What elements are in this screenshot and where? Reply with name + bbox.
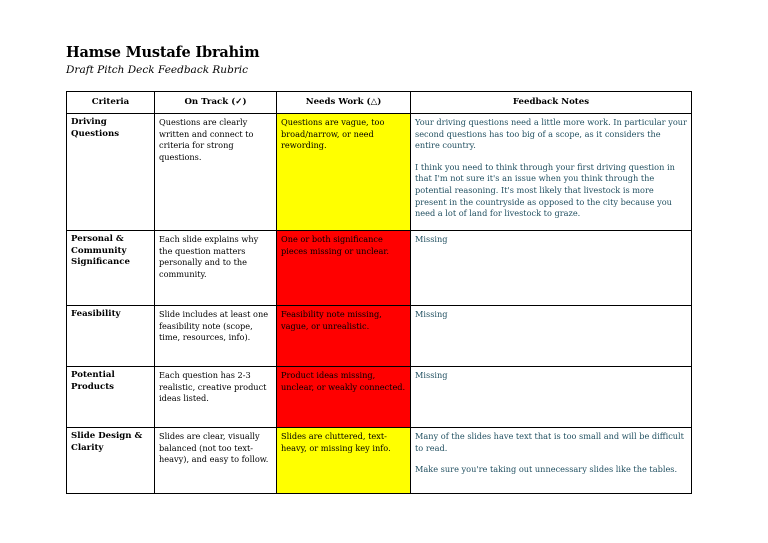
feedback-notes-cell	[411, 367, 692, 428]
criteria-cell: Feasibility	[67, 306, 155, 367]
needs-work-cell: Feasibility note missing, vague, or unrealistic.	[277, 306, 411, 367]
criteria-cell: Potential Products	[67, 367, 155, 428]
feedback-rubric-table	[66, 91, 692, 494]
criteria-cell: Personal & Community Significance	[67, 231, 155, 306]
feedback-notes-cell	[411, 114, 692, 231]
criteria-cell: Driving Questions	[67, 114, 155, 231]
table-row	[67, 367, 692, 428]
feedback-paragraph: I think you need to think through your first driving question in that I'm not sure it's an issue when you think through the potential reasoning. It's most likely that livestock is more present in the countryside as opposed to the city because you need a lot of land for livestock to graze.	[415, 161, 675, 219]
rubric-subtitle: Draft Pitch Deck Feedback Rubric	[66, 64, 249, 76]
needs-work-cell: Slides are cluttered, text-heavy, or missing key info.	[277, 428, 411, 494]
table-header-row	[67, 92, 692, 114]
feedback-paragraph: Make sure you're taking out unnecessary slides like the tables.	[415, 464, 678, 475]
on-track-cell: Each slide explains why the question matters personally and to the community.	[155, 231, 277, 306]
table-row	[67, 428, 692, 494]
feedback-paragraph: Missing	[415, 309, 448, 319]
criteria-cell: Slide Design & Clarity	[67, 428, 155, 494]
feedback-paragraph: Missing	[415, 370, 448, 380]
on-track-cell: Questions are clearly written and connect to criteria for strong questions.	[155, 114, 277, 231]
student-name-title: Hamse Mustafe Ibrahim	[66, 44, 260, 61]
feedback-notes-cell	[411, 428, 692, 494]
needs-work-cell: One or both significance pieces missing or unclear.	[277, 231, 411, 306]
needs-work-cell: Questions are vague, too broad/narrow, or need rewording.	[277, 114, 411, 231]
feedback-paragraph: Your driving questions need a little more work. In particular your second questions has too big of a scope, as it considers the entire country.	[415, 117, 687, 151]
feedback-paragraph: Many of the slides have text that is too small and will be difficult to read.	[415, 431, 684, 453]
table-row	[67, 306, 692, 367]
on-track-cell: Slides are clear, visually balanced (not too text-heavy), and easy to follow.	[155, 428, 277, 494]
header-feedback-notes: Feedback Notes	[411, 92, 692, 114]
feedback-notes-cell	[411, 306, 692, 367]
header-on-track: On Track (✓)	[155, 92, 277, 114]
table-row	[67, 114, 692, 231]
feedback-notes-cell	[411, 231, 692, 306]
feedback-paragraph: Missing	[415, 234, 448, 244]
header-needs-work: Needs Work (△)	[277, 92, 411, 114]
header-criteria: Criteria	[67, 92, 155, 114]
table-row	[67, 231, 692, 306]
on-track-cell: Slide includes at least one feasibility note (scope, time, resources, info).	[155, 306, 277, 367]
needs-work-cell: Product ideas missing, unclear, or weakly connected.	[277, 367, 411, 428]
on-track-cell: Each question has 2-3 realistic, creative product ideas listed.	[155, 367, 277, 428]
